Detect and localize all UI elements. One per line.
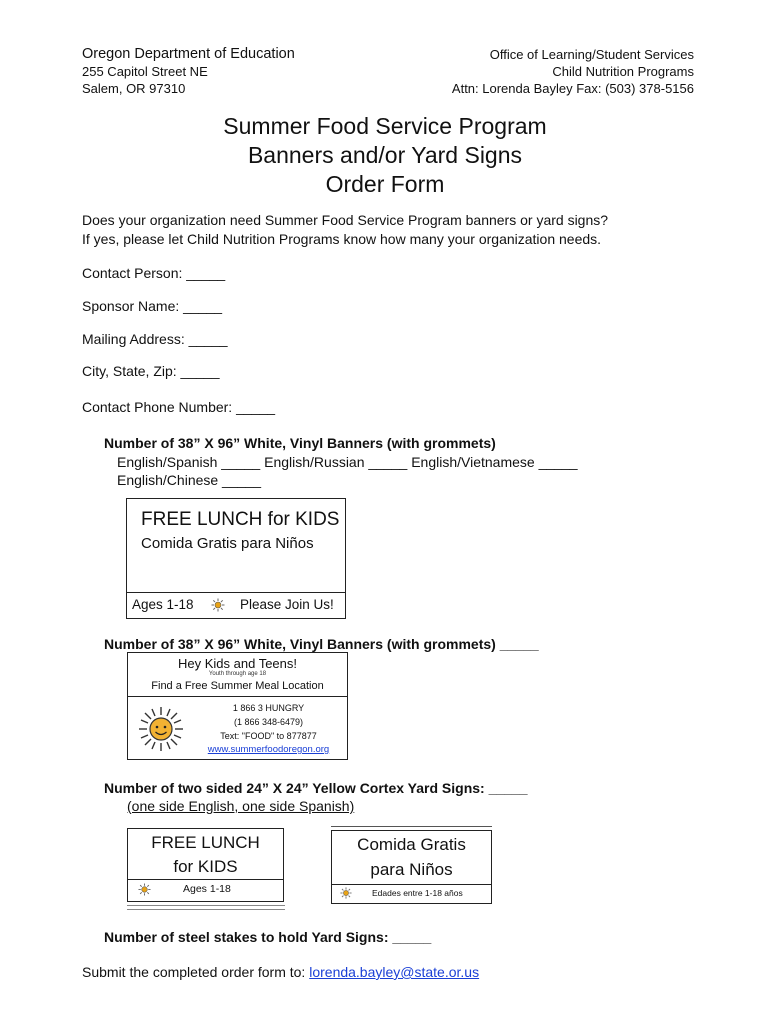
banner2-text: Text: "FOOD" to 877877 [220, 731, 317, 741]
title-line-1: Summer Food Service Program [223, 113, 547, 139]
banner-order-heading-2[interactable]: Number of 38” X 96” White, Vinyl Banners (with grommets) _____ [104, 636, 539, 652]
banner2-find-text: Find a Free Summer Meal Location [151, 680, 324, 692]
intro-line-1: Does your organization need Summer Food Service Program banners or yard signs? [82, 212, 609, 228]
submit-instructions [82, 964, 479, 980]
agency-city: Salem, OR 97310 [82, 81, 186, 96]
page-title [0, 112, 770, 199]
intro-line-2: If yes, please let Child Nutrition Programs know how many your organization needs. [82, 231, 602, 247]
language-options-line-2[interactable]: English/Chinese _____ [117, 472, 261, 488]
sun-icon [136, 704, 186, 759]
banner-language-options[interactable] [117, 453, 578, 489]
banner-join-text: Please Join Us! [240, 597, 334, 612]
banner-order-heading-1: Number of 38” X 96” White, Vinyl Banners (with grommets) [104, 435, 496, 451]
sign-es-ages: Edades entre 1-18 años [372, 888, 463, 898]
banner-ages: Ages 1-18 [132, 597, 194, 612]
office-name: Office of Learning/Student Services [489, 47, 694, 62]
banner2-phone: 1 866 3 HUNGRY [232, 703, 305, 713]
banner-free-lunch-image [126, 498, 346, 619]
sign-en-footer [128, 879, 283, 901]
header-office-address [452, 46, 694, 97]
sign-en-ages: Ages 1-18 [183, 883, 231, 895]
sun-icon [211, 598, 225, 615]
sign-en-line-2: for KIDS [173, 857, 238, 876]
sun-icon [138, 883, 151, 899]
banner2-subtitle: Youth through age 18 [208, 671, 267, 677]
sign-es-line-2: para Niños [370, 860, 453, 879]
program-name: Child Nutrition Programs [552, 64, 694, 79]
agency-name: Oregon Department of Education [82, 46, 295, 62]
banner2-title: Hey Kids and Teens! [178, 656, 297, 671]
city-state-zip-field[interactable]: City, State, Zip: _____ [82, 363, 220, 379]
banner2-contact-info [194, 701, 343, 757]
submit-email-link[interactable]: lorenda.bayley@state.or.us [309, 964, 480, 980]
banner-line-1: FREE LUNCH for KIDS [141, 509, 340, 530]
header-agency-address [82, 46, 295, 97]
contact-person-field[interactable]: Contact Person: _____ [82, 265, 226, 281]
yard-sign-english-image [127, 828, 284, 902]
sign-shadow-line [127, 909, 285, 910]
yard-sign-order-heading[interactable]: Number of two sided 24” X 24” Yellow Cortex Yard Signs: _____ [104, 780, 528, 796]
yard-sign-note: (one side English, one side Spanish) [127, 798, 355, 814]
language-options-line-1[interactable]: English/Spanish _____ English/Russian _____ English/Vietnamese _____ [117, 454, 578, 470]
intro-paragraph [82, 211, 608, 249]
banner2-phone-alt: (1 866 348-6479) [233, 717, 304, 727]
sign-es-footer [332, 884, 491, 903]
sign-en-line-1: FREE LUNCH [151, 833, 260, 852]
mailing-address-field[interactable]: Mailing Address: _____ [82, 331, 228, 347]
banner-hey-kids-image [127, 652, 348, 760]
agency-street: 255 Capitol Street NE [82, 64, 208, 79]
banner-line-2: Comida Gratis para Niños [141, 535, 314, 552]
submit-text: Submit the completed order form to: [82, 964, 306, 980]
sun-icon [340, 887, 352, 901]
sign-shadow-line [127, 905, 285, 906]
banner-footer [127, 592, 345, 618]
yard-sign-spanish-image [331, 830, 492, 904]
banner2-divider [128, 696, 347, 697]
sponsor-name-field[interactable]: Sponsor Name: _____ [82, 298, 223, 314]
title-line-2: Banners and/or Yard Signs [247, 142, 523, 168]
steel-stakes-heading[interactable]: Number of steel stakes to hold Yard Signs: _____ [104, 929, 432, 945]
sign-es-line-1: Comida Gratis [357, 835, 466, 854]
contact-phone-field[interactable]: Contact Phone Number: _____ [82, 399, 276, 415]
attention-line: Attn: Lorenda Bayley Fax: (503) 378-5156 [451, 81, 694, 96]
banner2-website-link: www.summerfoodoregon.org [207, 744, 330, 755]
title-line-3: Order Form [325, 171, 445, 197]
sign-shadow-line [331, 826, 492, 827]
